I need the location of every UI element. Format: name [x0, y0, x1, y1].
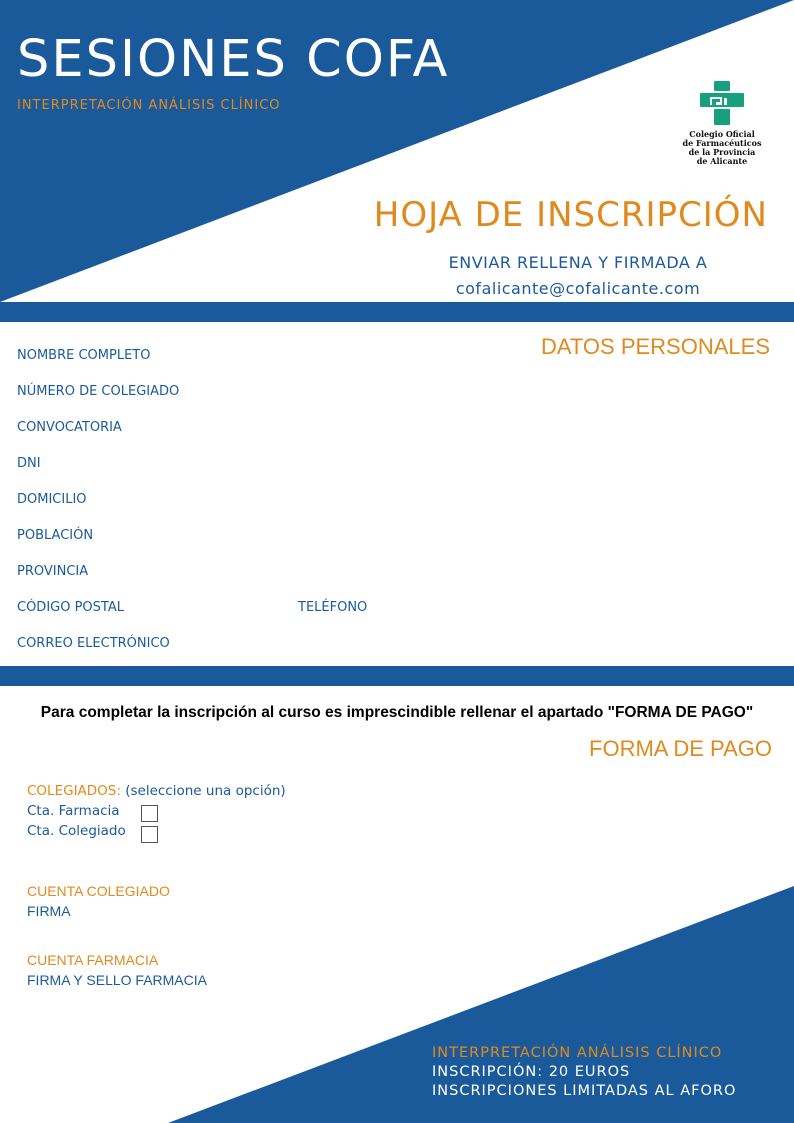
field-label-telefono: TELÉFONO: [298, 600, 368, 615]
logo-text-line-1: Colegio Oficial: [689, 129, 755, 139]
section-title-datos-personales: DATOS PERSONALES: [540, 334, 770, 359]
footer-price: INSCRIPCIÓN: 20 EUROS: [432, 1064, 631, 1080]
option-label-colegiado: Cta. Colegiado: [27, 823, 126, 839]
field-label-codigo-postal: CÓDIGO POSTAL: [17, 600, 124, 615]
checkbox-cta-farmacia[interactable]: [141, 805, 158, 822]
colegiados-label: COLEGIADOS:: [27, 783, 121, 799]
section-title-forma-de-pago: FORMA DE PAGO: [589, 736, 772, 761]
field-label-domicilio: DOMICILIO: [17, 492, 87, 507]
page-subtitle: INTERPRETACIÓN ANÁLISIS CLÍNICO: [17, 98, 281, 113]
field-label-colegiado: NÚMERO DE COLEGIADO: [17, 384, 180, 399]
option-label-farmacia: Cta. Farmacia: [27, 803, 120, 819]
cofa-cross-logo-icon: [676, 80, 768, 130]
send-email: cofalicante@cofalicante.com: [455, 279, 701, 298]
middle-blue-band: [0, 666, 794, 686]
field-label-correo: CORREO ELECTRÓNICO: [17, 636, 170, 651]
field-label-convocatoria: CONVOCATORIA: [17, 420, 122, 435]
page-title: SESIONES COFA: [17, 30, 450, 89]
logo-text-line-2: de Farmacéuticos: [682, 138, 762, 148]
cuenta-farmacia-heading: CUENTA FARMACIA: [27, 952, 159, 968]
payment-notice: Para completar la inscripción al curso es imprescindible rellenar el apartado "FORMA DE PAGO": [40, 704, 754, 721]
firma-label: FIRMA: [27, 903, 71, 919]
checkbox-cta-colegiado[interactable]: [141, 826, 158, 843]
field-label-provincia: PROVINCIA: [17, 564, 89, 579]
footer-course-name: INTERPRETACIÓN ANÁLISIS CLÍNICO: [432, 1045, 723, 1061]
send-instructions: [432, 250, 724, 302]
cofa-logo: [676, 80, 768, 170]
colegiados-line: [27, 783, 286, 799]
send-line: ENVIAR RELLENA Y FIRMADA A: [448, 253, 708, 272]
footer-capacity-note: INSCRIPCIONES LIMITADAS AL AFORO: [432, 1083, 737, 1099]
logo-text-line-3: de la Provincia: [688, 147, 756, 157]
cuenta-colegiado-heading: CUENTA COLEGIADO: [27, 883, 170, 899]
firma-sello-label: FIRMA Y SELLO FARMACIA: [27, 972, 207, 988]
colegiados-hint: (seleccione una opción): [125, 783, 286, 799]
logo-text-line-4: de Alicante: [696, 156, 748, 166]
field-label-nombre: NOMBRE COMPLETO: [17, 348, 151, 363]
field-label-poblacion: POBLACIÓN: [17, 528, 94, 543]
field-label-dni: DNI: [17, 456, 41, 471]
form-title: HOJA DE INSCRIPCIÓN: [373, 195, 768, 235]
header-blue-band: [0, 302, 794, 322]
